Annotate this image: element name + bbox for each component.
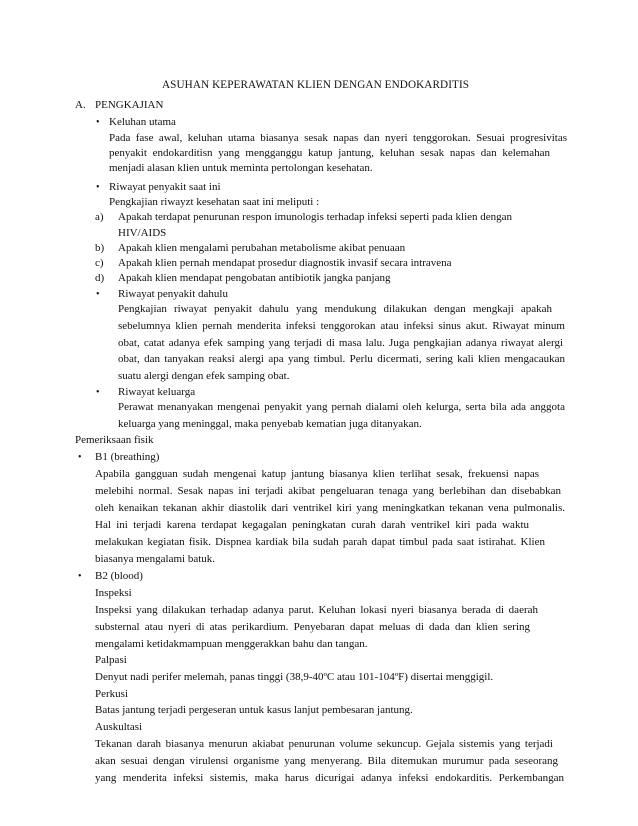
list-marker: a) — [95, 211, 104, 223]
b1-line: Apabila gangguan sudah mengenai katup jantung biasanya klien terlihat sesak, frekuensi napas — [95, 468, 539, 480]
riwayat-saat-ini-heading: Riwayat penyakit saat ini — [109, 181, 221, 193]
section-a-heading: PENGKAJIAN — [95, 99, 164, 111]
inspeksi-line: mengalami ketidakmampuan menggerakkan bahu dan tangan. — [95, 638, 368, 650]
riwayat-saat-ini-intro: Pengkajian riwayzt kesehatan saat ini meliputi : — [109, 196, 320, 208]
palpasi-line: Denyut nadi perifer melemah, panas tinggi (38,9-40ºC atau 101-104ºF) disertai menggigil. — [95, 671, 494, 683]
perkusi-heading: Perkusi — [95, 688, 128, 700]
auskultasi-line: akan sesuai dengan virulensi organisme yang menyerang. Bila ditemukan murumur pada seseorang — [95, 755, 558, 767]
b1-line: biasanya mengalami batuk. — [95, 553, 216, 565]
riwayat-dahulu-line: sebelumnya klien pernah menderita infeksi tenggorokan atau infeksi sinus akut. Riwayat minum — [118, 320, 565, 332]
list-marker: b) — [95, 242, 105, 254]
riwayat-keluarga-heading: Riwayat keluarga — [118, 386, 196, 398]
list-item: Apakah klien pernah mendapat prosedur diagnostik invasif secara intravena — [118, 257, 452, 269]
list-marker: d) — [95, 272, 105, 284]
list-marker: c) — [95, 257, 104, 269]
riwayat-dahulu-line: obat, catat adanya efek samping yang terjadi di masa lalu. Juga pengkajian adanya riwayat alergi — [118, 337, 563, 349]
bullet: • — [96, 182, 100, 193]
b1-line: Hal ini terjadi karena terdapat kegagalan peningkatan curah darah ventrikel kiri pada waktu — [95, 519, 529, 531]
auskultasi-line: yang menderita infeksi sistemis, maka harus dicurigai adanya infeksi endokarditis. Perkembangan — [95, 772, 564, 784]
b1-line: melakukan kegiatan fisik. Dispnea kardiak bila sudah parah dapat timbul pada saat istirahat. Klien — [95, 536, 545, 548]
keluhan-line: penyakit endokarditisn yang mengganggu katup jantung, keluhan sesak napas dan kelemahan — [109, 147, 550, 159]
inspeksi-heading: Inspeksi — [95, 587, 132, 599]
riwayat-dahulu-line: Pengkajian riwayat penyakit dahulu yang mendukung dilakukan dengan mengkaji apakah — [118, 303, 552, 315]
riwayat-dahulu-heading: Riwayat penyakit dahulu — [118, 288, 228, 300]
pemeriksaan-heading: Pemeriksaan fisik — [75, 434, 154, 446]
riwayat-keluarga-line: keluarga yang meninggal, maka penyebab kematian juga ditanyakan. — [118, 418, 422, 430]
bullet: • — [96, 289, 100, 300]
bullet: • — [96, 387, 100, 398]
keluhan-heading: Keluhan utama — [109, 116, 176, 128]
b1-line: melebihi normal. Sesak napas ini terjadi akibat pengeluaran tenaga yang berlebihan dan disebabkan — [95, 485, 561, 497]
list-item: Apakah klien mengalami perubahan metabolisme akibat penuaan — [118, 242, 406, 254]
keluhan-line: Pada fase awal, keluhan utama biasanya sesak napas dan nyeri tenggorokan. Sesuai progresivitas — [109, 132, 567, 144]
keluhan-line: menjadi alasan klien untuk meminta pertolongan kesehatan. — [109, 162, 373, 174]
section-a-marker: A. — [75, 99, 86, 111]
riwayat-keluarga-line: Perawat menanyakan mengenai penyakit yang pernah dialami oleh kelurga, serta bila ada anggota — [118, 401, 565, 413]
b2-heading: B2 (blood) — [95, 570, 143, 582]
inspeksi-line: substernal atau nyeri di atas perikardium. Penyebaran dapat meluas di dada dan klien sering — [95, 621, 530, 633]
perkusi-line: Batas jantung terjadi pergeseran untuk kasus lanjut pembesaran jantung. — [95, 704, 413, 716]
inspeksi-line: Inspeksi yang dilakukan terhadap adanya parut. Keluhan lokasi nyeri biasanya berada di daerah — [95, 604, 538, 616]
riwayat-dahulu-line: suatu alergi dengan efek samping obat. — [118, 370, 290, 382]
bullet: • — [78, 452, 82, 463]
auskultasi-line: Tekanan darah biasanya menurun akiabat penurunan volume sekuncup. Gejala sistemis yang terjadi — [95, 738, 553, 750]
list-item: Apakah klien mendapat pengobatan antibiotik jangka panjang — [118, 272, 391, 284]
list-item-cont: HIV/AIDS — [118, 227, 167, 239]
list-item: Apakah terdapat penurunan respon imunologis terhadap infeksi seperti pada klien dengan — [118, 211, 513, 223]
riwayat-dahulu-line: obat, dan tanyakan reaksi alergi apa yang timbul. Perlu dicermati, sering kali klien mengacaukan — [118, 353, 565, 365]
document-title: ASUHAN KEPERAWATAN KLIEN DENGAN ENDOKARDITIS — [162, 79, 470, 91]
b1-heading: B1 (breathing) — [95, 451, 160, 463]
b1-line: oleh kenaikan tekanan akhir diastolik dari ventrikel kiri yang meningkatkan tekanan vena pulmonalis. — [95, 502, 565, 514]
bullet: • — [78, 571, 82, 582]
auskultasi-heading: Auskultasi — [95, 721, 143, 733]
palpasi-heading: Palpasi — [95, 654, 127, 666]
bullet: • — [96, 117, 100, 128]
